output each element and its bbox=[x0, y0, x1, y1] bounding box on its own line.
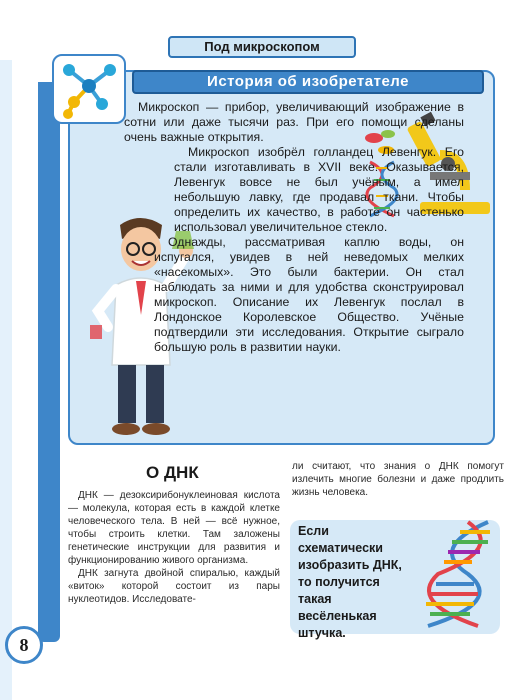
dna-helix-illustration bbox=[408, 518, 498, 630]
story-paragraph: Однажды, рассматривая каплю воды, он испугался, увидев в ней неведомых мелких «насекомых». Это были бактерии. Он стал наблюдать за ними и для удобства сконструировал микроскоп. Описание их Левенгук послал в Лондонское Королевское Общество. Учёные подтвердили эти исследования. Открытие сыграло большую роль в развитии науки. bbox=[154, 235, 464, 354]
story-title: История об изобретателе bbox=[132, 70, 484, 94]
dna-paragraph-continued: ли считают, что знания о ДНК помогут излечить многие болезни и даже продлить жизнь человека. bbox=[292, 461, 504, 498]
dna-fact-text: Если схематически изобразить ДНК, то получится такая весёленькая штучка. bbox=[298, 524, 402, 640]
story-text bbox=[124, 100, 464, 355]
dna-paragraph: ДНК — дезоксирибонуклеиновая кислота — молекула, которая есть в каждой клетке человеческого тела. В ней — всё нужное, чтобы строить клетки. Там заложены генетические инструкции для развития и функционированию живого организма. bbox=[68, 490, 280, 566]
top-band bbox=[0, 0, 521, 18]
story-paragraph: Микроскоп — прибор, увеличивающий изображение в сотни или даже тысячи раз. При его помощи сделаны очень важные открытия. bbox=[124, 100, 464, 144]
side-strip bbox=[0, 60, 12, 700]
section-header: Под микроскопом bbox=[168, 36, 356, 58]
dna-section-title: О ДНК bbox=[146, 463, 199, 482]
dna-right-column bbox=[292, 460, 504, 499]
page-number: 8 bbox=[5, 626, 43, 664]
left-rail bbox=[38, 82, 60, 642]
dna-left-column bbox=[68, 489, 280, 606]
story-paragraph: Микроскоп изобрёл голландец Левенгук. Его стали изготавливать в XVII веке. Оказывается, Левенгук вовсе не был учёным, а имел небольшую лавку, где продавал ткани. Чтобы определить их качество, в работе он частенько использовал увеличительное стекло. bbox=[174, 145, 464, 234]
molecule-icon bbox=[52, 54, 126, 124]
dna-paragraph: ДНК загнута двойной спиралью, каждый «виток» которой состоит из пары нуклеотидов. Исследовате- bbox=[68, 568, 280, 605]
